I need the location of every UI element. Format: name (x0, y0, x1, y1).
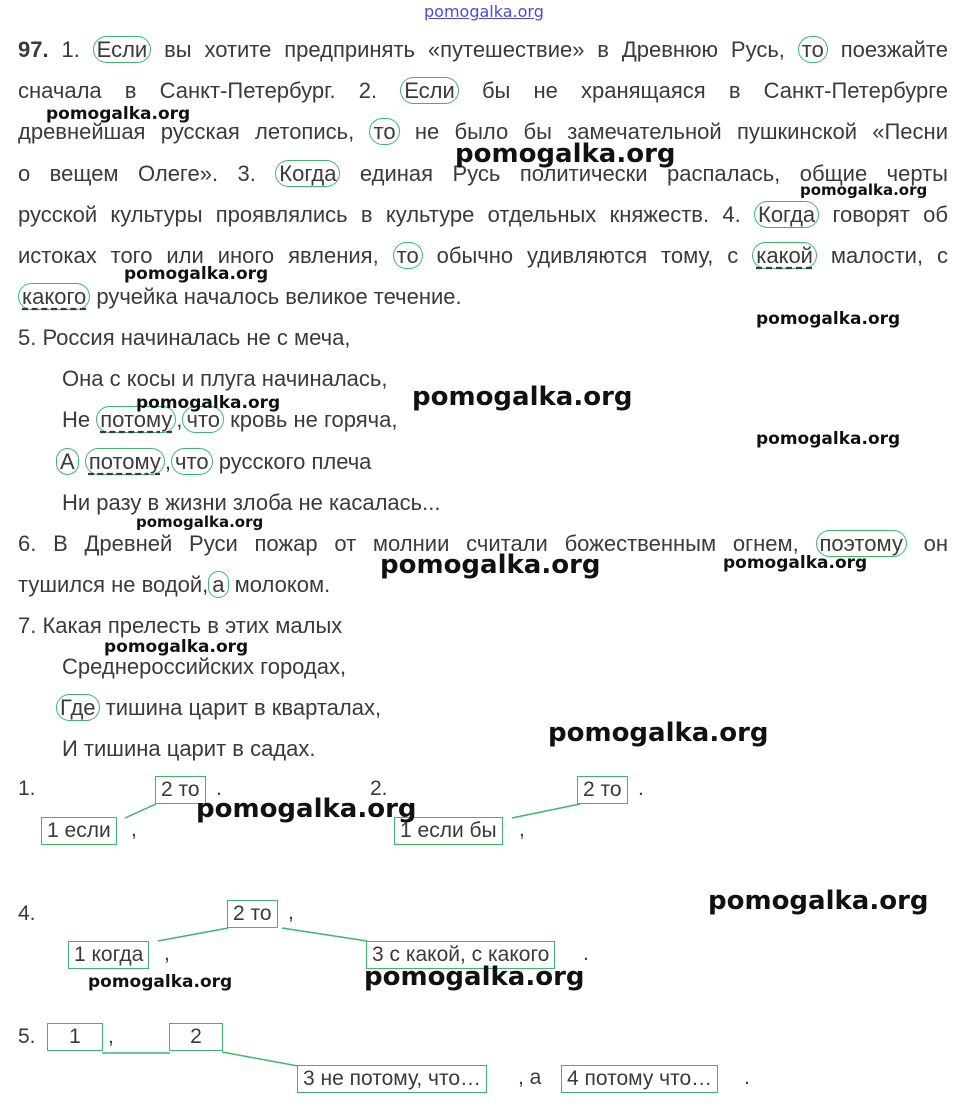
watermark: pomogalka.org (104, 637, 249, 657)
conjunction-circle: то (393, 242, 423, 269)
scheme-number: 2. (370, 777, 388, 800)
sentence-number: 1. (61, 37, 80, 62)
scheme-box: 1 если (41, 817, 117, 845)
text-fragment: 6. В Древней Руси пожар от молнии считали божественным огнем, (18, 531, 799, 556)
watermark: pomogalka.org (124, 264, 269, 284)
text-fragment: о вещем Олеге». 3. (18, 161, 256, 186)
scheme-punct: . (638, 777, 644, 800)
conjunctive-word-circle: какого (18, 283, 90, 310)
text-fragment: ручейка началось великое течение. (96, 284, 462, 309)
conjunction-circle: потому (96, 406, 176, 433)
watermark: pomogalka.org (364, 962, 585, 992)
poem-line: Среднероссийских городах, (62, 654, 347, 679)
text-fragment: русского плеча (218, 449, 372, 474)
text-fragment: тишина царит в кварталах, (105, 695, 382, 720)
comma: , (176, 407, 183, 432)
watermark: pomogalka.org (412, 382, 633, 412)
conjunctive-word-circle: какой (752, 242, 817, 269)
watermark: pomogalka.org (756, 429, 901, 449)
watermark: pomogalka.org (800, 181, 928, 199)
text-line-8: 5. Россия начиналась не с меча, (18, 325, 351, 350)
text-line-15: 7. Какая прелесть в этих малых (18, 613, 343, 638)
scheme-punct: , (131, 818, 137, 841)
conjunctive-word-circle: поэтому (816, 530, 907, 557)
conjunctive-word-circle: Где (56, 694, 100, 721)
scheme-box: 2 то (227, 900, 278, 928)
conjunction-circle: то (369, 118, 399, 145)
text-fragment: вы хотите предпринять «путешествие» в Древнюю Русь, (164, 37, 785, 62)
conjunction-circle: Когда (275, 160, 340, 187)
conjunction-circle: Если (400, 77, 459, 104)
scheme-punct: , (108, 1025, 114, 1048)
scheme-number: 5. (18, 1025, 36, 1048)
scheme-box: 1 когда (68, 941, 149, 969)
text-fragment: молоком. (234, 572, 331, 597)
scheme-punct: . (744, 1066, 750, 1089)
text-fragment: истоках того или иного явления, (18, 243, 379, 268)
text-fragment: Не (62, 407, 91, 432)
text-fragment: кровь не горяча, (230, 407, 398, 432)
poem-line: Ни разу в жизни злоба не касалась... (62, 490, 441, 515)
scheme-box: 1 (47, 1023, 103, 1051)
watermark: pomogalka.org (548, 718, 769, 748)
watermark: pomogalka.org (380, 550, 601, 580)
watermark: pomogalka.org (455, 139, 676, 169)
text-fragment: бы не хранящаяся в Санкт-Петербурге (481, 78, 948, 103)
scheme-punct: , (164, 942, 170, 965)
watermark: pomogalka.org (708, 886, 929, 916)
conjunction-circle: то (798, 36, 828, 63)
watermark: pomogalka.org (196, 794, 417, 824)
conjunction-circle: Когда (754, 201, 819, 228)
text-fragment: малости, с (830, 243, 948, 268)
scheme-box: 2 (169, 1023, 223, 1051)
conjunction-circle: а (208, 571, 228, 598)
text-fragment: он (923, 531, 948, 556)
conjunction-circle: что (182, 406, 224, 433)
scheme-punct: . (583, 942, 589, 965)
scheme-box: 2 то (577, 776, 628, 804)
watermark: pomogalka.org (723, 553, 868, 573)
scheme-box: 2 то (155, 776, 206, 804)
watermark: pomogalka.org (136, 513, 264, 531)
text-fragment: тушился не водой, (18, 572, 209, 597)
text-fragment: древнейшая русская летопись, (18, 119, 355, 144)
text-fragment: единая Русь политически распалась, общие черты (359, 161, 948, 186)
scheme-punct: , (288, 901, 294, 924)
text-fragment: русской культуры проявлялись в культуре отдельных княжеств. 4. (18, 202, 741, 227)
exercise-number: 97. (18, 37, 49, 62)
top-watermark[interactable]: pomogalka.org (424, 2, 544, 21)
scheme-punct: , а (518, 1066, 542, 1089)
scheme-box: 3 с какой, с какого (366, 941, 555, 969)
text-fragment: сначала в Санкт-Петербург. 2. (18, 78, 378, 103)
scheme-box: 1 если бы (394, 817, 503, 845)
conjunction-circle: что (171, 448, 213, 475)
conjunction-circle: А (56, 448, 79, 475)
watermark: pomogalka.org (46, 104, 191, 124)
comma: , (164, 449, 172, 474)
scheme-box: 4 потому что… (561, 1065, 718, 1093)
text-fragment: обычно удивляются тому, с (436, 243, 739, 268)
text-fragment: говорят об (832, 202, 948, 227)
scheme-number: 1. (18, 777, 36, 800)
poem-line: Она с косы и плуга начиналась, (62, 366, 388, 391)
scheme-punct: , (519, 818, 525, 841)
scheme-number: 4. (18, 902, 36, 925)
watermark: pomogalka.org (136, 393, 281, 413)
scheme-punct: . (216, 777, 222, 800)
text-fragment: поезжайте (840, 37, 948, 62)
watermark: pomogalka.org (756, 309, 901, 329)
poem-line: И тишина царит в садах. (62, 736, 316, 761)
scheme-box: 3 не потому, что… (297, 1065, 487, 1093)
watermark: pomogalka.org (88, 972, 233, 992)
conjunction-circle: потому (85, 448, 165, 475)
conjunction-circle: Если (93, 36, 152, 63)
text-fragment: не было бы замечательной пушкинской «Песни (414, 119, 948, 144)
